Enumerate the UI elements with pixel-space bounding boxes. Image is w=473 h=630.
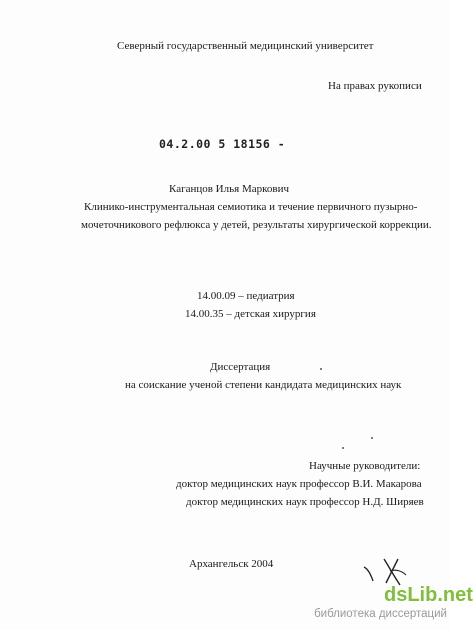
- dslib-subtitle: библиотека диссертаций: [314, 608, 447, 620]
- degree-type: Диссертация: [210, 361, 271, 373]
- degree-description: на соискание ученой степени кандидата медицинских наук: [125, 379, 402, 391]
- scan-speck: [320, 368, 322, 370]
- dslib-watermark: [289, 583, 473, 627]
- thesis-title-line-2: мочеточникового рефлюкса у детей, результаты хирургической коррекции.: [81, 219, 432, 231]
- specialty-code-2: 14.00.35 – детская хирургия: [185, 308, 316, 320]
- scan-speck: [342, 447, 344, 449]
- specialty-code-1: 14.00.09 – педиатрия: [197, 290, 295, 302]
- city-year: Архангельск 2004: [189, 558, 274, 570]
- supervisor-2: доктор медицинских наук профессор Н.Д. Ширяев: [186, 496, 424, 508]
- dslib-logo: dsLib.net: [384, 584, 473, 606]
- scan-speck: [371, 437, 373, 439]
- author-name: Каганцов Илья Маркович: [169, 183, 290, 195]
- supervisor-1: доктор медицинских наук профессор В.И. Макарова: [176, 478, 422, 490]
- rights-note: На правах рукописи: [328, 80, 422, 92]
- supervisors-heading: Научные руководители:: [309, 460, 421, 472]
- thesis-title-line-1: Клинико-инструментальная семиотика и течение первичного пузырно-: [84, 201, 418, 213]
- registration-stamp: 04.2.00 5 18156 -: [159, 137, 286, 151]
- university-name: Северный государственный медицинский университет: [117, 40, 374, 52]
